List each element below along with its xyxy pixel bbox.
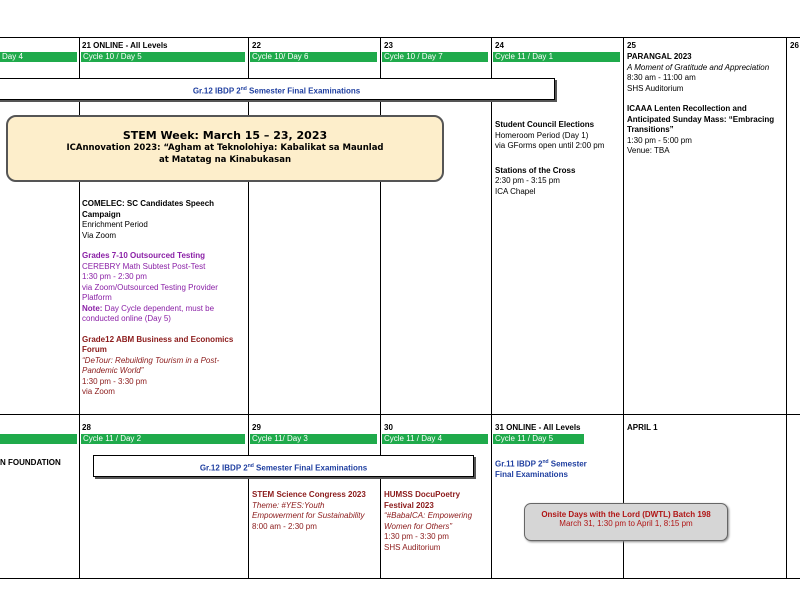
cycle-bar-24: Cycle 11 / Day 1	[493, 52, 620, 62]
parangal-theme: A Moment of Gratitude and Appreciation	[627, 62, 770, 72]
cycle-bar-28: Cycle 11 / Day 2	[81, 434, 245, 444]
date-26: 26	[790, 41, 799, 50]
testing-subtest: CEREBRY Math Subtest Post-Test	[82, 261, 206, 271]
abm-forum-theme: “DeTour: Rebuilding Tourism in a Post-Pandemic World”	[82, 355, 220, 375]
science-congress-theme: Theme: #YES:Youth Empowerment for Sustainability	[252, 500, 365, 520]
grid-col-line	[623, 37, 624, 578]
parangal-time: 8:30 am - 11:00 am	[627, 73, 696, 82]
onsite-dwtl-dates: March 31, 1:30 pm to April 1, 8:15 pm	[559, 519, 693, 528]
science-congress-time: 8:00 am - 2:30 pm	[252, 521, 317, 531]
testing-platform: via Zoom/Outsourced Testing Provider Platform	[82, 282, 218, 302]
testing-note: Note: Day Cycle dependent, must be conducted online (Day 5)	[82, 303, 215, 323]
sc-elections-via: via GForms open until 2:00 pm	[495, 141, 605, 150]
cycle-bar-29: Cycle 11/ Day 3	[250, 434, 377, 444]
sc-elections-title: Student Council Elections	[495, 120, 595, 129]
date-21: 21 ONLINE - All Levels	[82, 41, 168, 50]
abm-forum-via: via Zoom	[82, 387, 115, 396]
date-25: 25	[627, 41, 636, 50]
cycle-bar-22: Cycle 10/ Day 6	[250, 52, 377, 62]
abm-forum-time: 1:30 pm - 3:30 pm	[82, 376, 147, 386]
icaaa-title: ICAAA Lenten Recollection and Anticipated Sunday Mass: “Embracing Transitions”	[627, 104, 775, 134]
cycle-bar-30: Cycle 11 / Day 4	[382, 434, 488, 444]
date-29: 29	[252, 423, 261, 432]
date-23: 23	[384, 41, 393, 50]
comelec-title: COMELEC: SC Candidates Speech Campaign	[82, 199, 215, 219]
cycle-bar-23: Cycle 10 / Day 7	[382, 52, 488, 62]
parangal-place: SHS Auditorium	[627, 83, 684, 93]
docupoetry-time: 1:30 pm - 3:30 pm	[384, 532, 449, 541]
icaaa-venue: Venue: TBA	[627, 146, 670, 155]
comelec-via: Via Zoom	[82, 230, 117, 240]
foundation-label: N FOUNDATION	[0, 458, 61, 467]
stem-week-theme-line1: ICAnnovation 2023: “Agham at Teknolohiya: Kabalikat sa Maunlad	[66, 143, 384, 153]
day21-events	[82, 199, 242, 398]
cycle-bar-col0-week2	[0, 434, 77, 444]
date-31: 31 ONLINE - All Levels	[495, 423, 581, 432]
stations-title: Stations of the Cross	[495, 165, 576, 175]
grid-mid-line	[0, 414, 800, 415]
abm-forum-title: Grade12 ABM Business and Economics Forum	[82, 334, 234, 354]
gr11-ibdp-exam: Gr.11 IBDP 2nd Semester Final Examinations	[495, 459, 587, 480]
onsite-dwtl-banner	[524, 503, 728, 541]
docupoetry-place: SHS Auditorium	[384, 542, 441, 552]
stem-week-banner	[6, 115, 444, 182]
cycle-bar-col0: Day 4	[0, 52, 77, 62]
stations-place: ICA Chapel	[495, 186, 536, 196]
day29-events	[252, 490, 376, 532]
stem-week-title: STEM Week: March 15 – 23, 2023	[122, 129, 328, 142]
testing-time: 1:30 pm - 2:30 pm	[82, 272, 147, 281]
docupoetry-title: HUMSS DocuPoetry Festival 2023	[384, 490, 461, 510]
stations-time: 2:30 pm - 3:15 pm	[495, 176, 560, 185]
day25-events	[627, 52, 783, 157]
date-april-1: APRIL 1	[627, 423, 658, 432]
icaaa-time: 1:30 pm - 5:00 pm	[627, 135, 692, 145]
date-24: 24	[495, 41, 504, 50]
docupoetry-theme: “#BabaICA: Empowering Women for Others”	[384, 511, 473, 531]
comelec-period: Enrichment Period	[82, 220, 148, 229]
day24-events	[495, 120, 619, 197]
science-congress-title: STEM Science Congress 2023	[252, 490, 366, 499]
ibdp-exam-bar: Gr.12 IBDP 2nd Semester Final Examinations	[0, 78, 555, 100]
ibdp-exam-bar-week2: Gr.12 IBDP 2nd Semester Final Examinations	[93, 455, 474, 477]
grid-top-line	[0, 37, 800, 38]
day30-events	[384, 490, 488, 553]
parangal-title: PARANGAL 2023	[627, 52, 692, 61]
grid-bottom-line	[0, 578, 800, 579]
testing-title: Grades 7-10 Outsourced Testing	[82, 251, 205, 260]
grid-col-line	[491, 37, 492, 578]
stem-week-theme-line2: at Matatag na Kinabukasan	[159, 155, 291, 165]
cycle-bar-31: Cycle 11 / Day 5	[493, 434, 584, 444]
cycle-bar-21: Cycle 10 / Day 5	[81, 52, 245, 62]
sc-elections-period: Homeroom Period (Day 1)	[495, 130, 589, 140]
date-22: 22	[252, 41, 261, 50]
onsite-dwtl-title: Onsite Days with the Lord (DWTL) Batch 198	[541, 510, 711, 519]
date-28: 28	[82, 423, 91, 432]
grid-col-line	[786, 37, 787, 578]
date-30: 30	[384, 423, 393, 432]
